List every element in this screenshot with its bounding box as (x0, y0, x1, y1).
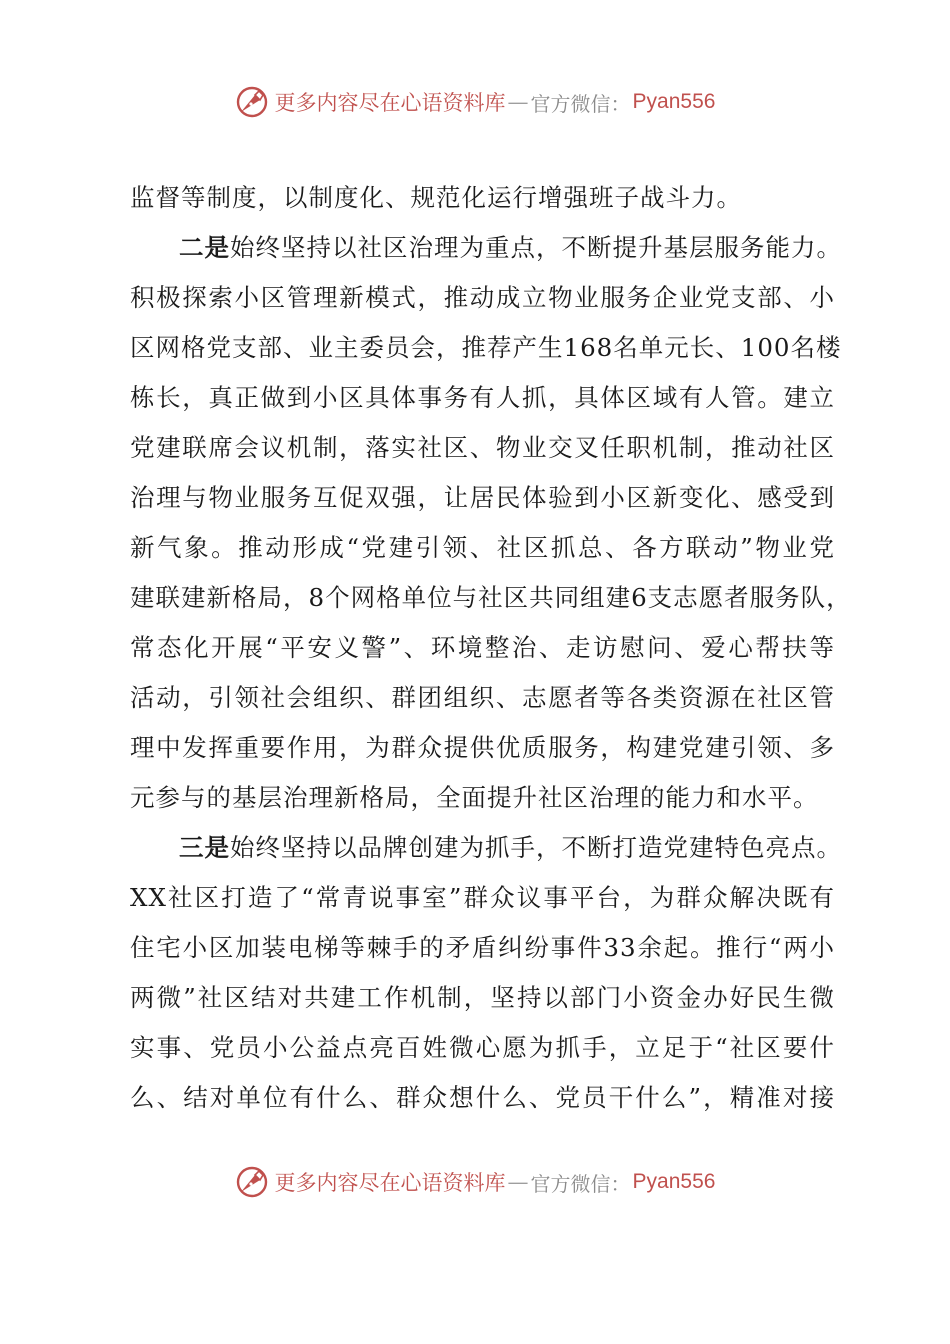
paragraph-2-line: 党建联席会议机制，落实社区、物业交叉任职机制，推动社区 (130, 433, 835, 462)
banner-dash: — (507, 1170, 529, 1194)
paragraph-3-line: 住宅小区加装电梯等棘手的矛盾纠纷事件33余起。推行“两小 (130, 933, 835, 962)
paragraph-2-line: 积极探索小区管理新模式，推动成立物业服务企业党支部、小 (130, 283, 835, 312)
paragraph-2-line: 元参与的基层治理新格局，全面提升社区治理的能力和水平。 (130, 783, 819, 812)
banner-wechat-label: 官方微信： (530, 1171, 631, 1196)
banner-wechat-label: 官方微信： (530, 91, 631, 116)
paragraph-3-heading-text: 始终坚持以品牌创建为抓手，不断打造党建特色亮点。 (230, 833, 842, 862)
pen-nib-logo-icon (235, 1165, 269, 1199)
paragraph-2-heading-text: 始终坚持以社区治理为重点，不断提升基层服务能力。 (230, 233, 842, 262)
paragraph-2-line: 理中发挥重要作用，为群众提供优质服务，构建党建引领、多 (130, 733, 835, 762)
banner-title: 更多内容尽在心语资料库 (274, 1171, 506, 1195)
paragraph-3-line: XX社区打造了“常青说事室”群众议事平台，为群众解决既有 (130, 883, 835, 912)
paragraph-3-line-1 (130, 823, 842, 873)
paragraph-2-lead: 二是 (179, 233, 230, 262)
paragraph-2-line-1 (130, 223, 842, 273)
paragraph-continuation: 监督等制度，以制度化、规范化运行增强班子战斗力。 (130, 183, 742, 212)
banner-wechat-id: Pyan556 (632, 90, 716, 113)
banner-title: 更多内容尽在心语资料库 (274, 91, 506, 115)
paragraph-2-line: 治理与物业服务互促双强，让居民体验到小区新变化、感受到 (130, 483, 835, 512)
paragraph-3-lead: 三是 (179, 833, 230, 862)
paragraph-2-line: 栋长，真正做到小区具体事务有人抓，具体区域有人管。建立 (130, 383, 835, 412)
paragraph-2-line: 区网格党支部、业主委员会，推荐产生168名单元长、100名楼 (130, 333, 842, 362)
paragraph-2-line: 新气象。推动形成“党建引领、社区抓总、各方联动”物业党 (130, 533, 835, 562)
pen-nib-logo-icon (235, 85, 269, 119)
banner-wechat-id: Pyan556 (632, 1170, 716, 1193)
paragraph-2-line: 建联建新格局，8个网格单位与社区共同组建6支志愿者服务队， (130, 583, 852, 612)
banner-dash: — (507, 90, 529, 114)
paragraph-3-line: 么、结对单位有什么、群众想什么、党员干什么”，精准对接 (130, 1083, 835, 1112)
document-body (130, 173, 852, 1123)
header-banner (0, 82, 950, 122)
paragraph-2-line: 活动，引领社会组织、群团组织、志愿者等各类资源在社区管 (130, 683, 835, 712)
paragraph-3-line: 实事、党员小公益点亮百姓微心愿为抓手，立足于“社区要什 (130, 1033, 835, 1062)
footer-banner (0, 1162, 950, 1202)
paragraph-2-line: 常态化开展“平安义警”、环境整治、走访慰问、爱心帮扶等 (130, 633, 835, 662)
paragraph-3-line: 两微”社区结对共建工作机制，坚持以部门小资金办好民生微 (130, 983, 835, 1012)
